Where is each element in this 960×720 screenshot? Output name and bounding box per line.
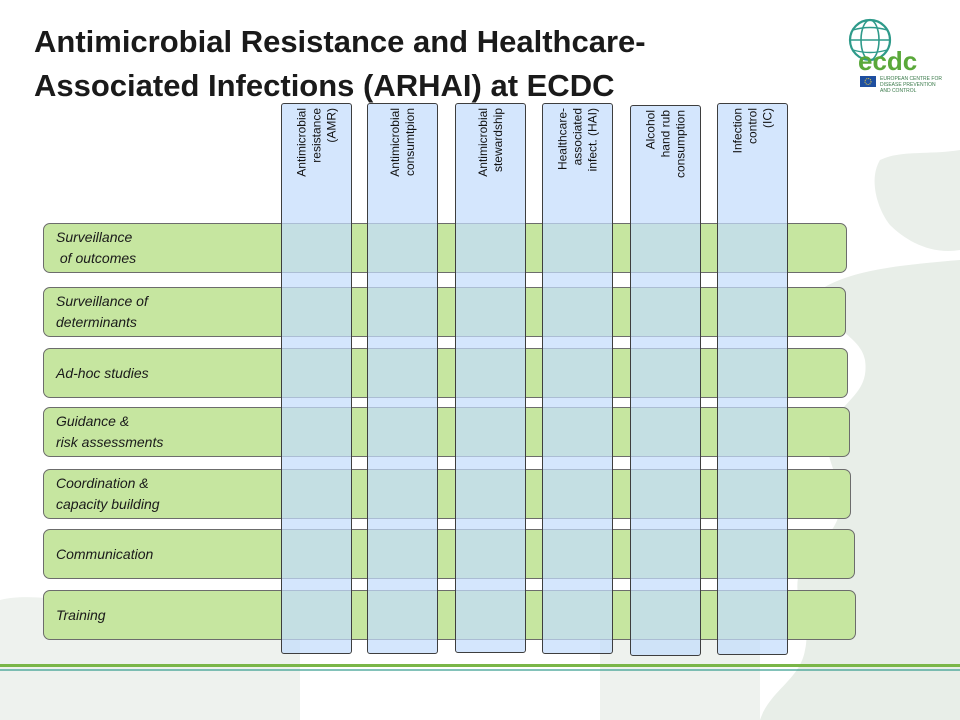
footer-divider-teal — [0, 669, 960, 671]
row-label-line: Guidance & — [56, 413, 130, 429]
column-header-line: (AMR) — [324, 108, 338, 143]
logo-caption-1: EUROPEAN CENTRE FOR — [880, 76, 942, 82]
row-label-line: Surveillance of — [56, 293, 148, 309]
column-header-line: hand rub — [658, 110, 672, 158]
column-header-line: Antimicrobial — [475, 108, 490, 177]
column-header-line: Antimicrobial — [294, 108, 308, 177]
column-header-line: (IC) — [760, 108, 774, 128]
row-label-line: Communication — [56, 545, 154, 562]
column-header-line: resistance — [309, 108, 323, 163]
column-header — [282, 104, 351, 224]
row-label-line: Surveillance — [56, 229, 133, 245]
column-header-line: Antimicrobial — [387, 108, 402, 177]
row-label-line: capacity building — [56, 496, 160, 512]
row-label — [56, 224, 286, 272]
column-header-text — [388, 108, 418, 220]
column-hai — [542, 103, 613, 654]
row-label-line: Ad-hoc studies — [56, 364, 149, 381]
row-label — [56, 591, 286, 639]
column-alcohol-hand-rub — [630, 105, 701, 656]
column-amr — [281, 103, 352, 654]
column-header-text — [555, 108, 600, 220]
column-header-line: stewardship — [490, 108, 505, 173]
column-header-line: associated — [570, 108, 584, 166]
column-header-line: infect. (HAI) — [585, 108, 599, 172]
row-label-line: risk assessments — [56, 434, 164, 450]
column-header-text — [643, 110, 688, 222]
row-label-line: Training — [56, 606, 106, 623]
column-header — [631, 106, 700, 226]
row-label — [56, 470, 286, 518]
row-label-line: of outcomes — [56, 250, 137, 266]
row-label — [56, 349, 286, 397]
row-label — [56, 530, 286, 578]
column-header-line: Healthcare- — [555, 108, 569, 171]
column-antimicrobial-consumption — [367, 103, 438, 654]
title-line-2: Associated Infections (ARHAI) at ECDC — [34, 68, 615, 103]
row-label-line: determinants — [56, 314, 137, 330]
title-line-1: Antimicrobial Resistance and Healthcare- — [34, 24, 646, 59]
column-infection-control — [717, 103, 788, 655]
column-header-line: consumption — [673, 110, 687, 179]
column-header — [543, 104, 612, 224]
row-label — [56, 288, 286, 336]
column-header — [718, 104, 787, 224]
column-header-text — [294, 108, 339, 220]
row-label — [56, 408, 286, 456]
page-title — [34, 20, 814, 108]
logo-caption-3: AND CONTROL — [880, 88, 917, 94]
ecdc-logo — [838, 10, 950, 100]
logo-caption-2: DISEASE PREVENTION — [880, 82, 936, 88]
column-header-line: Infection — [730, 108, 744, 154]
column-header-text — [476, 108, 506, 220]
logo-wordmark: ecdc — [858, 46, 918, 76]
footer-divider-green — [0, 664, 960, 667]
column-header — [456, 104, 525, 224]
column-header-line: Alcohol — [643, 110, 657, 150]
row-label-line: Coordination & — [56, 475, 149, 491]
column-header — [368, 104, 437, 224]
column-antimicrobial-stewardship — [455, 103, 526, 653]
column-header-text — [730, 108, 775, 220]
eu-flag-icon — [860, 76, 876, 87]
column-header-line: control — [745, 108, 759, 145]
column-header-line: consumtpion — [402, 108, 417, 177]
